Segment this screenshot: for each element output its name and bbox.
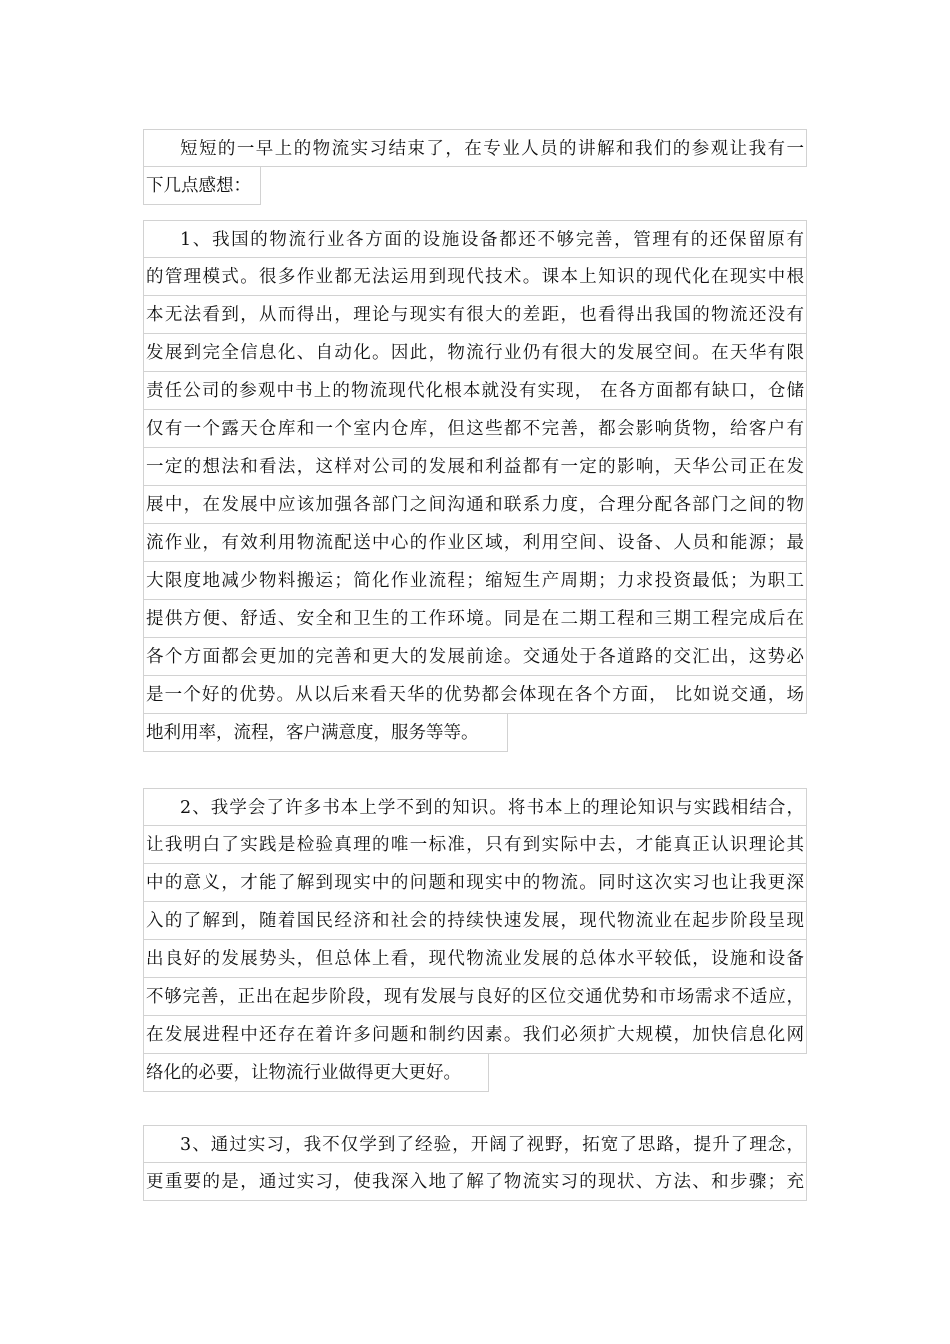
text-line: 入的了解到，随着国民经济和社会的持续快速发展，现代物流业在起步阶段呈现 — [143, 902, 807, 940]
text-line: 络化的必要，让物流行业做得更大更好。 — [143, 1054, 489, 1092]
text-line: 在发展进程中还存在着许多问题和制约因素。我们必须扩大规模，加快信息化网 — [143, 1016, 807, 1054]
text-line: 仅有一个露天仓库和一个室内仓库，但这些都不完善，都会影响货物，给客户有 — [143, 410, 807, 448]
paragraph-point-3 — [143, 1125, 807, 1201]
paragraph-intro — [143, 129, 807, 205]
text-line: 发展到完全信息化、自动化。因此，物流行业仍有很大的发展空间。在天华有限 — [143, 334, 807, 372]
text-line: 让我明白了实践是检验真理的唯一标准，只有到实际中去，才能真正认识理论其 — [143, 826, 807, 864]
text-line: 大限度地减少物料搬运；简化作业流程；缩短生产周期；力求投资最低；为职工 — [143, 562, 807, 600]
text-line: 各个方面都会更加的完善和更大的发展前途。交通处于各道路的交汇出，这势必 — [143, 638, 807, 676]
text-line: 不够完善，正出在起步阶段，现有发展与良好的区位交通优势和市场需求不适应， — [143, 978, 807, 1016]
text-line: 地利用率，流程，客户满意度，服务等等。 — [143, 714, 508, 752]
text-line: 2、我学会了许多书本上学不到的知识。将书本上的理论知识与实践相结合， — [143, 788, 807, 826]
text-line: 3、通过实习，我不仅学到了经验，开阔了视野，拓宽了思路，提升了理念， — [143, 1125, 807, 1163]
text-line: 展中，在发展中应该加强各部门之间沟通和联系力度，合理分配各部门之间的物 — [143, 486, 807, 524]
paragraph-point-1 — [143, 220, 807, 752]
text-line: 出良好的发展势头，但总体上看，现代物流业发展的总体水平较低，设施和设备 — [143, 940, 807, 978]
text-line: 更重要的是，通过实习，使我深入地了解了物流实习的现状、方法、和步骤；充 — [143, 1163, 807, 1201]
text-line: 下几点感想： — [143, 167, 261, 205]
text-line: 短短的一早上的物流实习结束了，在专业人员的讲解和我们的参观让我有一 — [143, 129, 807, 167]
text-line: 一定的想法和看法，这样对公司的发展和利益都有一定的影响，天华公司正在发 — [143, 448, 807, 486]
text-line: 是一个好的优势。从以后来看天华的优势都会体现在各个方面， 比如说交通，场 — [143, 676, 807, 714]
text-line: 的管理模式。很多作业都无法运用到现代技术。课本上知识的现代化在现实中根 — [143, 258, 807, 296]
text-line: 流作业，有效利用物流配送中心的作业区域，利用空间、设备、人员和能源；最 — [143, 524, 807, 562]
text-line: 提供方便、舒适、安全和卫生的工作环境。同是在二期工程和三期工程完成后在 — [143, 600, 807, 638]
text-line: 本无法看到，从而得出，理论与现实有很大的差距，也看得出我国的物流还没有 — [143, 296, 807, 334]
text-line: 中的意义，才能了解到现实中的问题和现实中的物流。同时这次实习也让我更深 — [143, 864, 807, 902]
text-line: 1、我国的物流行业各方面的设施设备都还不够完善，管理有的还保留原有 — [143, 220, 807, 258]
paragraph-point-2 — [143, 788, 807, 1092]
text-line: 责任公司的参观中书上的物流现代化根本就没有实现， 在各方面都有缺口，仓储 — [143, 372, 807, 410]
